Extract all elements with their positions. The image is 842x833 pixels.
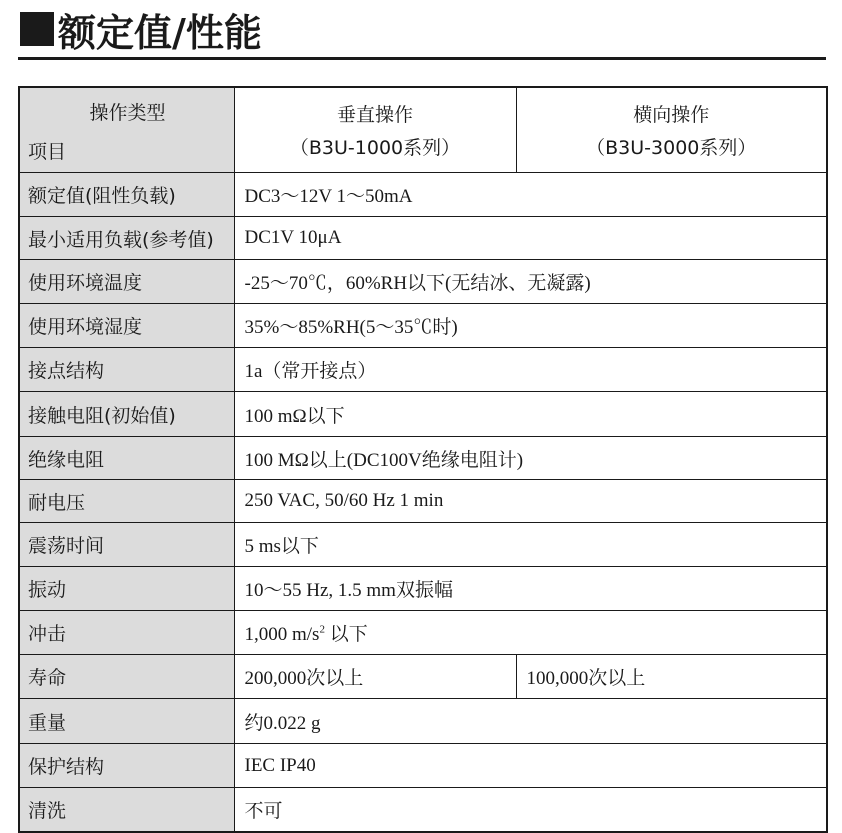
spec-table <box>18 86 828 833</box>
row-value: IEC IP40 <box>234 744 827 788</box>
row-value: 100 MΩ以上(DC100V绝缘电阻计) <box>234 437 827 480</box>
title-text: 额定值/性能 <box>58 10 262 55</box>
row-label: 使用环境温度 <box>19 260 234 304</box>
row-label: 清洗 <box>19 788 234 833</box>
row-label: 最小适用负载(参考值) <box>19 217 234 260</box>
row-label: 振动 <box>19 567 234 611</box>
header-horizontal-line1: 横向操作 <box>633 104 710 126</box>
row-value: DC1V 10μA <box>234 217 827 260</box>
table-row <box>19 348 827 392</box>
row-value: 10～55 Hz, 1.5 mm双振幅 <box>234 567 827 611</box>
table-row <box>19 699 827 744</box>
row-value-horizontal: 100,000次以上 <box>516 655 827 699</box>
table-row <box>19 260 827 304</box>
table-row <box>19 523 827 567</box>
table-row <box>19 788 827 833</box>
row-value: 100 mΩ以下 <box>234 392 827 437</box>
header-vertical-operation <box>234 87 516 173</box>
shock-exponent: 2 <box>319 623 325 636</box>
row-label: 使用环境湿度 <box>19 304 234 348</box>
table-row <box>19 217 827 260</box>
header-operation-type: 操作类型 <box>89 102 166 124</box>
header-row <box>19 87 827 173</box>
row-value: -25～70℃，60%RH以下(无结冰、无凝露) <box>234 260 827 304</box>
title-square-bullet <box>20 12 54 46</box>
table-row <box>19 655 827 699</box>
table-row <box>19 304 827 348</box>
table-row <box>19 480 827 523</box>
table-row <box>19 567 827 611</box>
row-value: 约0.022 g <box>234 699 827 744</box>
row-value: 250 VAC, 50/60 Hz 1 min <box>234 480 827 523</box>
table-row <box>19 392 827 437</box>
header-corner-cell <box>19 87 234 173</box>
row-label: 震荡时间 <box>19 523 234 567</box>
table-row <box>19 437 827 480</box>
row-label: 重量 <box>19 699 234 744</box>
table-row <box>19 611 827 655</box>
row-label: 接触电阻(初始值) <box>19 392 234 437</box>
row-value: 35%～85%RH(5～35℃时) <box>234 304 827 348</box>
row-label: 耐电压 <box>19 480 234 523</box>
row-value <box>234 611 827 655</box>
row-label: 寿命 <box>19 655 234 699</box>
header-vertical-line2: （B3U-1000系列） <box>289 137 461 159</box>
shock-suffix: 以下 <box>324 624 368 645</box>
row-value: 1a（常开接点） <box>234 348 827 392</box>
page-title <box>20 4 262 54</box>
header-vertical-line1: 垂直操作 <box>336 104 413 126</box>
table-row <box>19 173 827 217</box>
header-horizontal-operation <box>516 87 827 173</box>
header-item: 项目 <box>28 141 67 163</box>
row-label: 保护结构 <box>19 744 234 788</box>
row-label: 额定值(阻性负载) <box>19 173 234 217</box>
table-row <box>19 744 827 788</box>
shock-value: 1,000 m/s <box>244 624 320 645</box>
row-value: 5 ms以下 <box>234 523 827 567</box>
row-value: DC3～12V 1～50mA <box>234 173 827 217</box>
row-label: 冲击 <box>19 611 234 655</box>
row-value: 不可 <box>234 788 827 833</box>
row-value-vertical: 200,000次以上 <box>234 655 516 699</box>
title-underline <box>18 57 826 60</box>
header-horizontal-line2: （B3U-3000系列） <box>586 137 757 159</box>
row-label: 绝缘电阻 <box>19 437 234 480</box>
row-label: 接点结构 <box>19 348 234 392</box>
